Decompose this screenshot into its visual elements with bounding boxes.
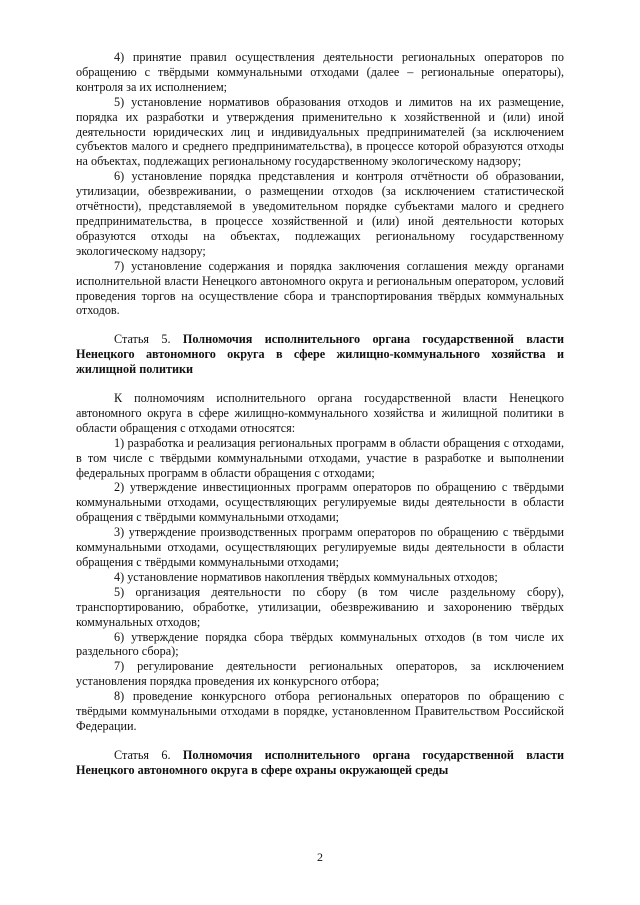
list-item: 1) разработка и реализация региональных программ в области обращения с отходами, в том числе с твёрдыми коммунальными отходами, участие в разработке и выполнении федеральных программ в области обращения с отходами;: [76, 435, 564, 480]
list-item: 6) утверждение порядка сбора твёрдых коммунальных отходов (в том числе их раздельного сбора);: [76, 629, 564, 659]
list-item: 4) принятие правил осуществления деятельности региональных операторов по обращению с твёрдыми коммунальными отходами (далее – региональные операторы), контроля за их исполнением;: [76, 50, 564, 94]
list-item: 7) установление содержания и порядка заключения соглашения между органами исполнительной власти Ненецкого автономного округа и региональным оператором, условий проведения торгов на осуществление сбора и транспортирования твёрдых коммунальных отходов.: [76, 258, 564, 318]
list-item: 8) проведение конкурсного отбора региональных операторов по обращению с твёрдыми коммунальными отходами в порядке, установленном Правительством Российской Федерации.: [76, 689, 564, 733]
article-6-heading: [76, 748, 564, 778]
list-item: 3) утверждение производственных программ операторов по обращению с твёрдыми коммунальными отходами, осуществляющих регулируемые виды деятельности в области обращения с твёрдыми коммунальными отходами;: [76, 525, 564, 569]
article-6-title: Полномочия исполнительного органа государственной власти Ненецкого автономного округа в сфере охраны окружающей среды: [76, 747, 565, 777]
page-number: 2: [317, 850, 323, 864]
article-5-heading: [76, 332, 564, 377]
list-item: 2) утверждение инвестиционных программ операторов по обращению с твёрдыми коммунальными отходами, осуществляющих регулируемые виды деятельности в области обращения с твёрдыми коммунальными отходами;: [76, 480, 564, 525]
list-item: 5) установление нормативов образования отходов и лимитов на их размещение, порядка их разработки и утверждения применительно к хозяйственной и (или) иной деятельности юридических лиц и индивидуальных предпринимателей (за исключением субъектов малого и среднего предпринимательства), в процессе которой образуются отходы на объектах, подлежащих региональному государственному экологическому надзору;: [76, 94, 564, 169]
list-item: 6) установление порядка представления и контроля отчётности об образовании, утилизации, обезвреживании, о размещении отходов (за исключением статистической отчётности), представляемой в уведомительном порядке субъектами малого и среднего предпринимательства, в процессе хозяйственной и (или) иной деятельности которых образуются отходы на объектах, подлежащих региональному государственному экологическому надзору;: [76, 169, 564, 258]
list-item: 7) регулирование деятельности региональных операторов, за исключением установления порядка проведения их конкурсного отбора;: [76, 659, 564, 689]
article-5-intro: К полномочиям исполнительного органа государственной власти Ненецкого автономного округа в сфере жилищно-коммунального хозяйства и жилищной политики в области обращения с отходами относятся:: [76, 391, 564, 435]
article-5-title: Полномочия исполнительного органа государственной власти Ненецкого автономного округа в сфере жилищно-коммунального хозяйства и жилищной политики: [76, 332, 565, 377]
article-5-prefix: Статья 5.: [114, 332, 171, 347]
document-page: [76, 50, 564, 778]
list-item: 5) организация деятельности по сбору (в том числе раздельному сбору), транспортированию, обработке, утилизации, обезвреживанию и захоронению твёрдых коммунальных отходов;: [76, 584, 564, 629]
list-item: 4) установление нормативов накопления твёрдых коммунальных отходов;: [114, 569, 498, 584]
article-6-prefix: Статья 6.: [114, 747, 171, 762]
